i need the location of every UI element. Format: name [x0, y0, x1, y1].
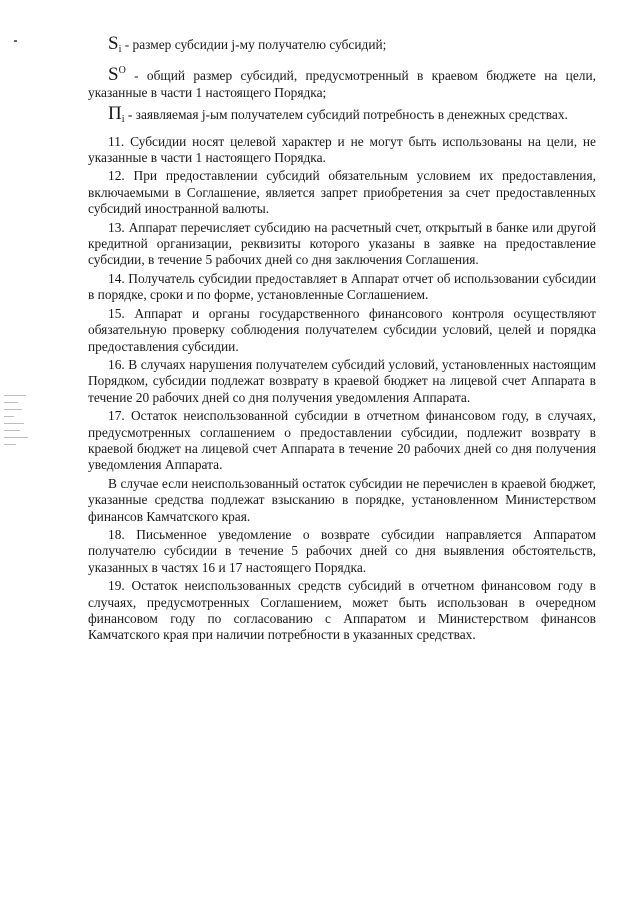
paragraph-18: 18. Письменное уведомление о возврате субсидии направляется Аппаратом получателю субсидии в течение 5 рабочих дней со дня выявления обстоятельств, указанных в частях 16 и 17 настоящего Порядка. — [88, 526, 596, 575]
definition-p-i: $П_i$ - заявляемая j-ым получателем субсидий потребность в денежных средствах. — [108, 103, 568, 126]
formula-symbol: $П_i$ — [108, 103, 125, 126]
paragraph-16: 16. В случаях нарушения получателем субсидий условий, установленных настоящим Порядком, субсидии подлежат возврату в краевой бюджет на лицевой счет Аппарата в течение 20 рабочих дней со дня получения уведомления Аппарата. — [88, 356, 596, 405]
paragraph-15: 15. Аппарат и органы государственного финансового контроля осуществляют обязательную проверку соблюдения получателем субсидии условий, целей и порядка предоставления субсидии. — [88, 305, 596, 354]
paragraph-11: 11. Субсидии носят целевой характер и не могут быть использованы на цели, не указанные в части 1 настоящего Порядка. — [88, 133, 596, 166]
paragraph-17: 17. Остаток неиспользованной субсидии в отчетном финансовом году, в случаях, предусмотренных соглашением о предоставлении субсидии, подлежит возврату в краевой бюджет на лицевой счет Аппарата в течение 20 рабочих дней со дня получения уведомления Аппарата. — [88, 408, 596, 473]
paragraph-17-continuation: В случае если неиспользованный остаток субсидии не перечислен в краевой бюджет, указанные средства подлежат взысканию в порядке, установленном Министерством финансов Камчатского края. — [88, 475, 596, 524]
paragraph-14: 14. Получатель субсидии предоставляет в Аппарат отчет об использовании субсидии в порядке, сроки и по форме, установленные Соглашением. — [88, 270, 596, 303]
document-body — [88, 33, 596, 646]
paragraph-12: 12. При предоставлении субсидий обязательным условием их предоставления, включаемыми в Соглашение, является запрет приобретения за счет предоставленных субсидий иностранной валюты. — [88, 168, 596, 217]
margin-scan-marks — [4, 395, 34, 505]
formula-symbol: $S^O$ — [108, 64, 126, 86]
scan-mark — [14, 40, 17, 42]
formula-symbol: $S_i$ — [108, 33, 122, 55]
definition-s-o: $S^O$ - общий размер субсидий, предусмотренный в краевом бюджете на цели, указанные в части 1 настоящего Порядка; — [88, 64, 596, 100]
paragraph-13: 13. Аппарат перечисляет субсидию на расчетный счет, открытый в банке или другой кредитной организации, реквизиты которого указаны в заявке на предоставление субсидии, в течение 5 рабочих дней со дня заключения Соглашения. — [88, 219, 596, 268]
definition-s-i: $S_i$ - размер субсидии j-му получателю субсидий; — [108, 33, 387, 55]
paragraph-19: 19. Остаток неиспользованных средств субсидий в отчетном финансовом году в случаях, предусмотренных Соглашением, может быть использован в очередном финансовом году по согласованию с Аппаратом и Министерством финансов Камчатского края при наличии потребности в указанных средствах. — [88, 578, 596, 643]
